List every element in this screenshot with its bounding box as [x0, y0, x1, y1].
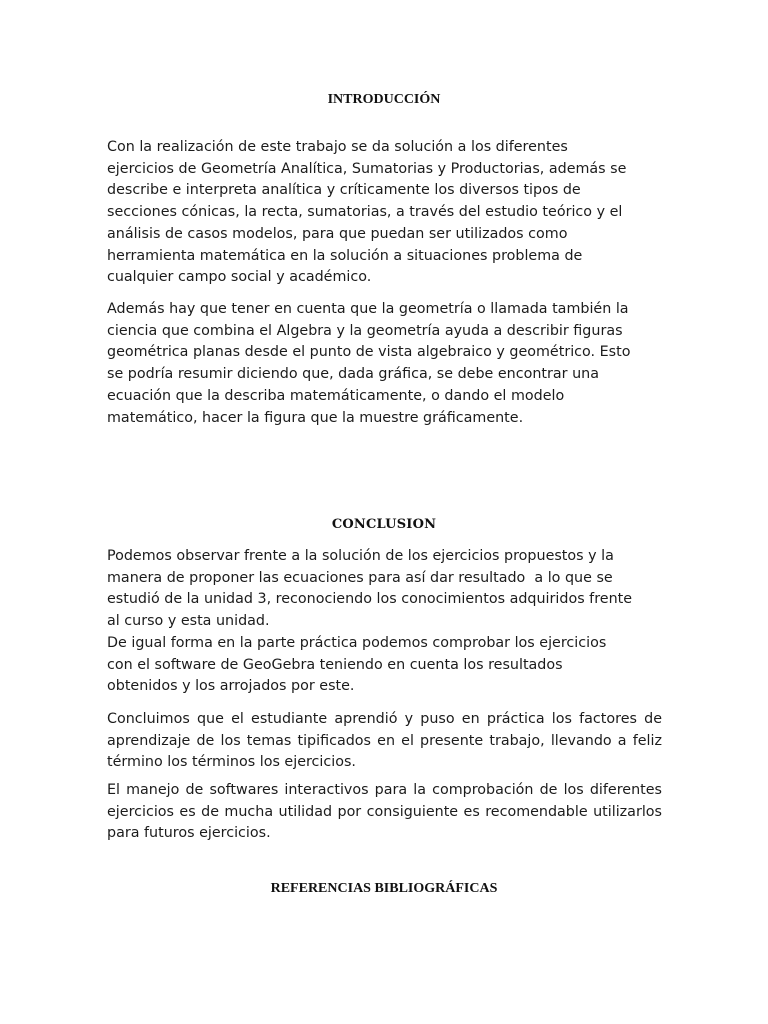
referencias-title: REFERENCIAS BIBLIOGRÁFICAS: [270, 881, 498, 896]
introduccion-title: INTRODUCCIÓN: [327, 92, 441, 107]
text-line: Con la realización de este trabajo se da solución a los diferentes: [107, 139, 568, 155]
introduccion-paragraph-2: [107, 299, 662, 429]
text-line: secciones cónicas, la recta, sumatorias, a través del estudio teórico y el: [107, 204, 623, 221]
text-line: ecuación que la describa matemáticamente, o dando el modelo: [107, 387, 565, 404]
text-line: ejercicios de Geometría Analítica, Sumatorias y Productorias, además se: [107, 160, 627, 177]
conclusion-paragraph-2: Concluimos que el estudiante aprendió y puso en práctica los factores de aprendizaje de los temas tipificados en el presente trabajo, llevando a feliz término los términos los ejercicios.: [107, 711, 662, 771]
text-line: De igual forma en la parte práctica podemos comprobar los ejercicios: [107, 634, 607, 651]
text-line: obtenidos y los arrojados por este.: [107, 678, 355, 695]
text-line: matemático, hacer la figura que la muestre gráficamente.: [107, 409, 524, 426]
text-line: con el software de GeoGebra teniendo en cuenta los resultados: [107, 656, 563, 673]
text-line: Podemos observar frente a la solución de los ejercicios propuestos y la: [107, 548, 614, 564]
text-line: geométrica planas desde el punto de vista algebraico y geométrico. Esto: [107, 344, 631, 361]
text-line: análisis de casos modelos, para que puedan ser utilizados como: [107, 225, 568, 242]
text-line: herramienta matemática en la solución a situaciones problema de: [107, 247, 583, 264]
text-line: describe e interpreta analítica y críticamente los diversos tipos de: [107, 182, 581, 199]
text-line: Además hay que tener en cuenta que la geometría o llamada también la: [107, 301, 629, 317]
text-line: ciencia que combina el Algebra y la geometría ayuda a describir figuras: [107, 322, 623, 339]
text-line: cualquier campo social y académico.: [107, 269, 372, 286]
text-line: se podría resumir diciendo que, dada gráfica, se debe encontrar una: [107, 366, 599, 383]
text-line: al curso y esta unidad.: [107, 613, 270, 630]
conclusion-paragraph-3: El manejo de softwares interactivos para la comprobación de los diferentes ejercicios es de mucha utilidad por consiguiente es recomendable utilizarlos para futuros ejercicios.: [107, 782, 662, 842]
text-line: estudió de la unidad 3, reconociendo los conocimientos adquiridos frente: [107, 591, 633, 608]
introduccion-paragraph-1: [107, 137, 662, 289]
conclusion-paragraph-1: [107, 546, 662, 698]
text-line: manera de proponer las ecuaciones para así dar resultado a lo que se: [107, 569, 613, 586]
conclusion-title: CONCLUSION: [331, 517, 437, 532]
